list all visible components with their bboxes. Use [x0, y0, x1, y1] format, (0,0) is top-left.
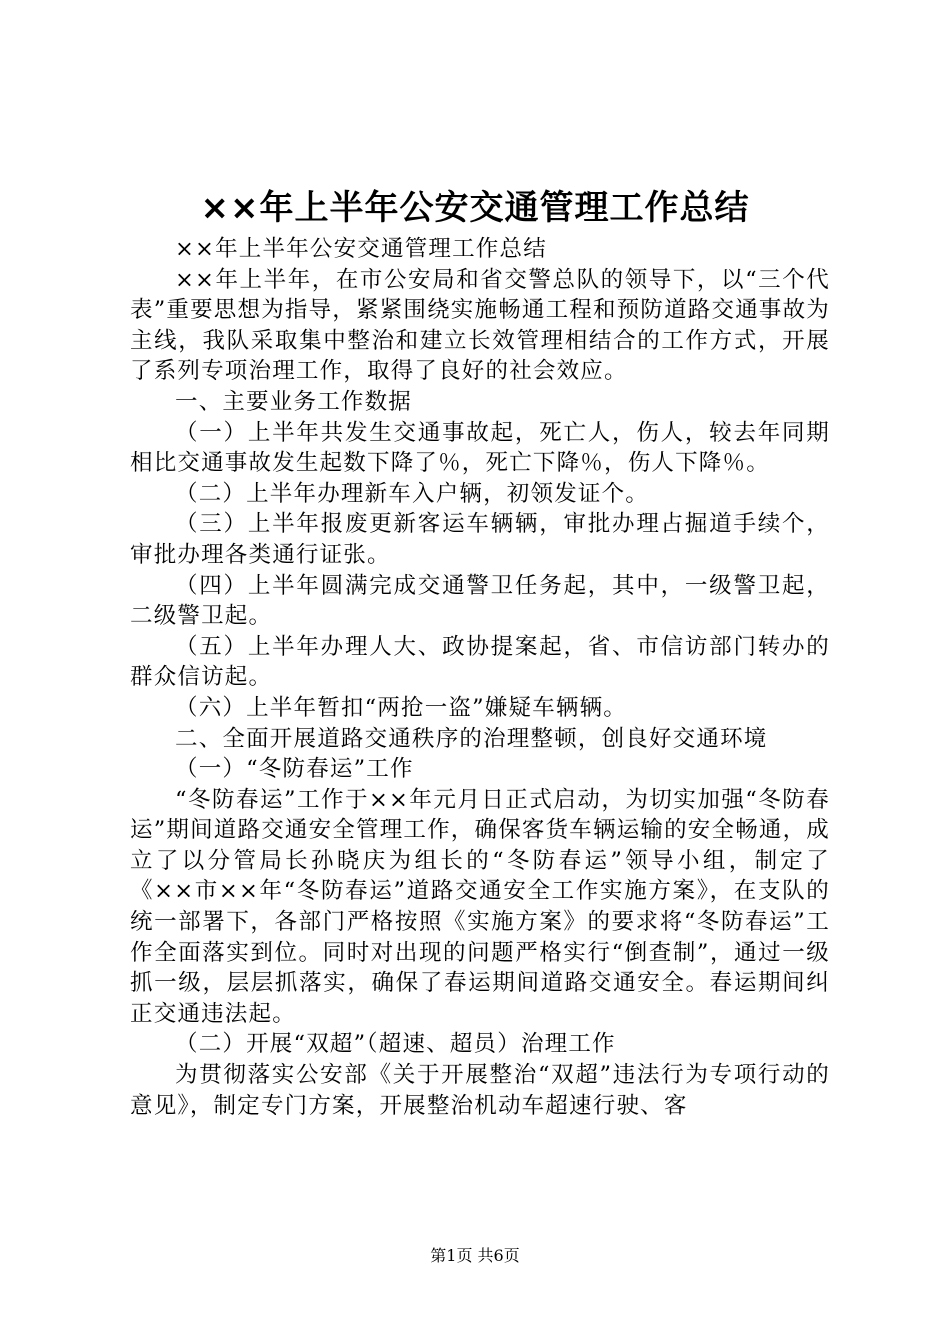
paragraph-winter-spring: “冬防春运”工作于××年元月日正式启动，为切实加强“冬防春运”期间道路交通安全管理工作，确保客货车辆运输的安全畅通，成立了以分管局长孙晓庆为组长的“冬防春运”领导小组，制定了《××市××年“冬防春运”道路交通安全工作实施方案》，在支队的统一部署下，各部门严格按照《实施方案》的要求将“冬防春运”工作全面落实到位。同时对出现的问题严格实行“倒查制”，通过一级抓一级，层层抓落实，确保了春运期间道路交通安全。春运期间纠正交通违法起。 — [130, 786, 831, 1027]
paragraph-item-5: （五）上半年办理人大、政协提案起，省、市信访部门转办的群众信访起。 — [130, 633, 830, 691]
paragraph-item-4: （四）上半年圆满完成交通警卫任务起，其中，一级警卫起，二级警卫起。 — [130, 572, 830, 630]
paragraph-item-1: （一）上半年共发生交通事故起，死亡人，伤人，较去年同期相比交通事故发生起数下降了％，死亡下降％，伤人下降％。 — [130, 419, 830, 477]
paragraph-double-over: 为贯彻落实公安部《关于开展整治“双超”违法行为专项行动的意见》，制定专门方案，开展整治机动车超速行驶、客 — [130, 1062, 830, 1119]
paragraph-item-3: （三）上半年报废更新客运车辆辆，审批办理占掘道手续个，审批办理各类通行证张。 — [130, 511, 830, 568]
subsection-heading-1: （一）“冬防春运”工作 — [175, 756, 414, 783]
section-heading-1: 一、主要业务工作数据 — [175, 388, 413, 415]
paragraph-item-2: （二）上半年办理新车入户辆，初领发证个。 — [175, 480, 650, 507]
document-body — [130, 234, 830, 1121]
subsection-heading-2: （二）开展“双超”（超速、超员）治理工作 — [175, 1031, 616, 1058]
section-heading-2: 二、全面开展道路交通秩序的治理整顿，创良好交通环境 — [175, 725, 768, 752]
document-title: ××年上半年公安交通管理工作总结 — [200, 188, 750, 228]
paragraph-subtitle: ××年上半年公安交通管理工作总结 — [175, 236, 547, 262]
page-footer: 第1页 共6页 — [430, 1246, 520, 1265]
paragraph-item-6: （六）上半年暂扣“两抢一盗”嫌疑车辆辆。 — [175, 694, 628, 721]
paragraph-intro: ××年上半年，在市公安局和省交警总队的领导下，以“三个代表”重要思想为指导，紧紧围绕实施畅通工程和预防道路交通事故为主线，我队采取集中整治和建立长效管理相结合的工作方式，开展了系列专项治理工作，取得了良好的社会效应。 — [130, 266, 831, 385]
